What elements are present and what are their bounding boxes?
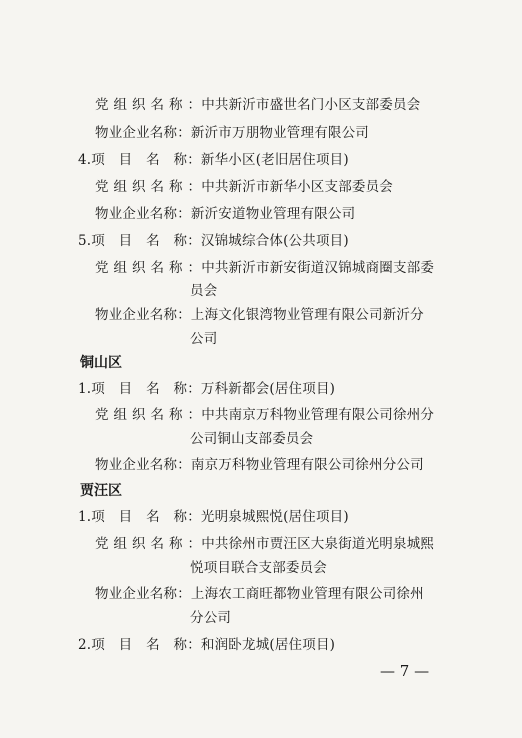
continuation-line: [190, 609, 231, 627]
field-value: 分公司: [190, 610, 232, 626]
field-value: 公司铜山支部委员会: [190, 431, 314, 447]
field-label: 1.项 目 名 称: [78, 509, 188, 525]
field-label: 物业企业名称: [95, 307, 178, 323]
project-name-line: [78, 232, 349, 250]
property-company-line: [95, 585, 424, 603]
field-label: 1.项 目 名 称: [78, 381, 188, 397]
field-value: 上海文化银湾物业管理有限公司新沂分: [190, 307, 424, 323]
field-value: 南京万科物业管理有限公司徐州分公司: [190, 457, 424, 473]
field-colon: ：: [187, 536, 202, 552]
page-number: — 7 —: [380, 662, 430, 680]
field-label: 物业企业名称: [95, 586, 178, 602]
party-org-line: [95, 406, 434, 424]
field-colon: ：: [187, 179, 202, 195]
field-label: 5.项 目 名 称: [78, 233, 188, 249]
field-colon: ：: [187, 152, 201, 168]
field-label: 2.项 目 名 称: [78, 637, 188, 653]
field-value: 新沂市万朋物业管理有限公司: [190, 125, 370, 141]
party-org-line: [95, 178, 393, 196]
field-label: 党组织名称: [95, 260, 188, 276]
field-label: 党组织名称: [95, 407, 188, 423]
field-value: 悦项目联合支部委员会: [190, 560, 327, 576]
field-value: 汉锦城综合体(公共项目): [200, 233, 349, 249]
party-org-line: [95, 96, 420, 114]
field-colon: ：: [187, 509, 201, 525]
field-value: 万科新都会(居住项目): [200, 381, 336, 397]
field-value: 中共徐州市贾汪区大泉街道光明泉城熙: [201, 536, 435, 552]
field-colon: ：: [177, 457, 191, 473]
project-name-line: [78, 508, 349, 526]
property-company-line: [95, 124, 369, 142]
field-colon: ：: [177, 586, 191, 602]
field-label: 物业企业名称: [95, 457, 178, 473]
field-value: 中共新沂市新华小区支部委员会: [201, 179, 394, 195]
field-label: 物业企业名称: [95, 125, 178, 141]
field-colon: ：: [187, 637, 201, 653]
field-colon: ：: [187, 260, 202, 276]
district-heading-tongshan: 铜山区: [80, 355, 122, 371]
field-value: 中共新沂市盛世名门小区支部委员会: [201, 97, 421, 113]
party-org-line: [95, 259, 434, 277]
field-label: 党组织名称: [95, 97, 188, 113]
continuation-line: [190, 282, 217, 300]
field-value: 和润卧龙城(居住项目): [200, 637, 336, 653]
field-colon: ：: [177, 125, 191, 141]
field-colon: ：: [177, 206, 191, 222]
continuation-line: [190, 430, 313, 448]
field-colon: ：: [187, 407, 202, 423]
field-value: 上海农工商旺都物业管理有限公司徐州: [190, 586, 424, 602]
field-value: 光明泉城熙悦(居住项目): [200, 509, 349, 525]
field-value: 中共南京万科物业管理有限公司徐州分: [201, 407, 435, 423]
field-colon: ：: [187, 233, 201, 249]
field-label: 4.项 目 名 称: [78, 152, 188, 168]
field-colon: ：: [187, 97, 202, 113]
field-value: 员会: [190, 283, 218, 299]
field-value: 新华小区(老旧居住项目): [200, 152, 349, 168]
property-company-line: [95, 205, 355, 223]
field-label: 物业企业名称: [95, 206, 178, 222]
field-colon: ：: [187, 381, 201, 397]
property-company-line: [95, 306, 424, 324]
continuation-line: [190, 559, 327, 577]
field-colon: ：: [177, 307, 191, 323]
field-value: 新沂安道物业管理有限公司: [190, 206, 356, 222]
field-value: 公司: [190, 331, 218, 347]
district-heading-jiawang: 贾汪区: [80, 483, 122, 499]
project-name-line: [78, 380, 335, 398]
field-value: 中共新沂市新安街道汉锦城商圈支部委: [201, 260, 435, 276]
field-label: 党组织名称: [95, 536, 188, 552]
continuation-line: [190, 330, 217, 348]
field-label: 党组织名称: [95, 179, 188, 195]
party-org-line: [95, 535, 434, 553]
project-name-line: [78, 151, 349, 169]
property-company-line: [95, 456, 424, 474]
project-name-line: [78, 636, 335, 654]
